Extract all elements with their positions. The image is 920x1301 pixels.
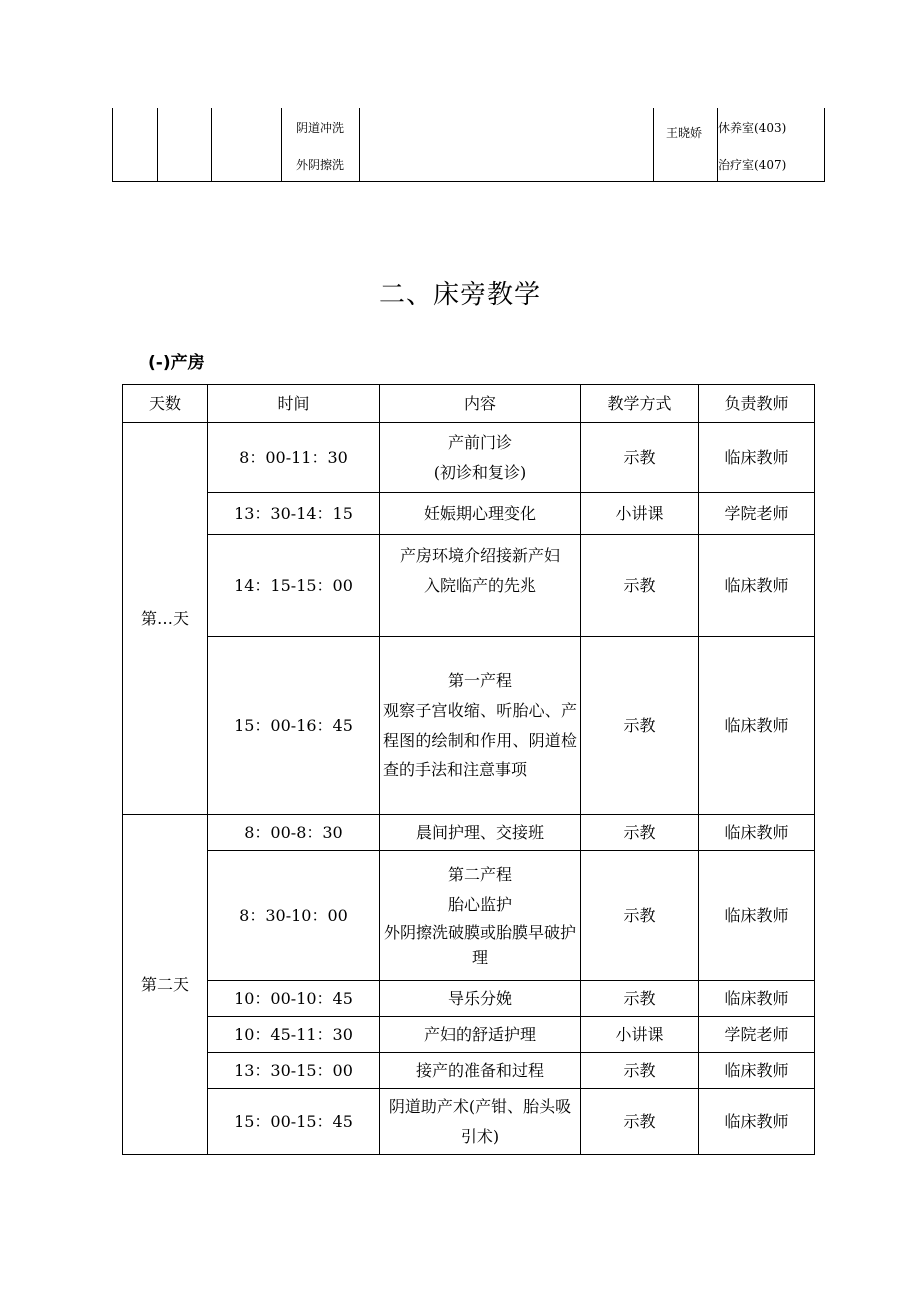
table-row — [123, 535, 815, 637]
content-cell — [380, 851, 581, 981]
teacher-cell: 临床教师 — [699, 981, 815, 1017]
content-cell: 导乐分娩 — [380, 981, 581, 1017]
content-cell: 妊娠期心理变化 — [380, 493, 581, 535]
method-cell: 示教 — [581, 535, 699, 637]
teacher-cell: 临床教师 — [699, 1053, 815, 1089]
time-cell: 8：30-10：00 — [208, 851, 380, 981]
teacher-cell: 临床教师 — [699, 423, 815, 493]
time-cell: 8：00-8：30 — [208, 815, 380, 851]
previous-table-fragment — [112, 108, 825, 182]
section-title: 二、床旁教学 — [378, 280, 541, 310]
content-line: 入院临产的先兆 — [423, 575, 536, 595]
subsection-title: (-)产房 — [148, 353, 205, 373]
header-day: 天数 — [123, 385, 208, 423]
teacher-cell: 临床教师 — [699, 815, 815, 851]
header-content: 内容 — [380, 385, 581, 423]
teacher-cell: 学院老师 — [699, 493, 815, 535]
content-line: 第二产程 — [447, 865, 512, 885]
method-cell: 示教 — [581, 637, 699, 815]
content-line: 产前门诊 — [447, 432, 512, 452]
header-method: 教学方式 — [581, 385, 699, 423]
time-cell: 8：00-11：30 — [208, 423, 380, 493]
time-cell: 10：00-10：45 — [208, 981, 380, 1017]
method-cell: 示教 — [581, 1053, 699, 1089]
method-cell: 小讲课 — [581, 1017, 699, 1053]
day-label: 第…天 — [123, 423, 208, 815]
content-line: 产房环境介绍接新产妇 — [399, 546, 560, 565]
table-row — [123, 851, 815, 981]
header-time: 时间 — [208, 385, 380, 423]
content-cell — [380, 423, 581, 493]
time-cell: 15：00-15：45 — [208, 1089, 380, 1155]
method-cell: 示教 — [581, 815, 699, 851]
schedule-table — [122, 384, 815, 1155]
teacher-cell: 学院老师 — [699, 1017, 815, 1053]
content-line: 第一产程 — [447, 671, 512, 691]
content-cell: 晨间护理、交接班 — [380, 815, 581, 851]
fragment-content-line: 阴道冲洗 — [296, 121, 345, 135]
table-divider — [281, 108, 282, 181]
content-cell: 产妇的舒适护理 — [380, 1017, 581, 1053]
fragment-location: 休养室(403) — [718, 121, 787, 135]
content-cell: 接产的准备和过程 — [380, 1053, 581, 1089]
table-divider — [359, 108, 360, 181]
method-cell: 示教 — [581, 1089, 699, 1155]
content-line: 胎心监护 — [447, 894, 512, 914]
table-divider — [653, 108, 654, 181]
fragment-teacher: 王晓娇 — [666, 126, 703, 140]
table-row — [123, 493, 815, 535]
content-cell — [380, 637, 581, 815]
table-divider — [157, 108, 158, 181]
teacher-cell: 临床教师 — [699, 851, 815, 981]
table-row — [123, 815, 815, 851]
time-cell: 10：45-11：30 — [208, 1017, 380, 1053]
time-cell: 15：00-16：45 — [208, 637, 380, 815]
time-cell: 13：30-14：15 — [208, 493, 380, 535]
fragment-content-line: 外阴擦洗 — [296, 158, 345, 172]
content-line: 外阴擦洗破膜或胎膜早破护理 — [383, 922, 576, 968]
teacher-cell: 临床教师 — [699, 535, 815, 637]
time-cell: 13：30-15：00 — [208, 1053, 380, 1089]
table-row — [123, 1053, 815, 1089]
time-cell: 14：15-15：00 — [208, 535, 380, 637]
table-header-row — [123, 385, 815, 423]
header-teacher: 负责教师 — [699, 385, 815, 423]
fragment-location: 治疗室(407) — [718, 158, 787, 172]
method-cell: 示教 — [581, 851, 699, 981]
teacher-cell: 临床教师 — [699, 1089, 815, 1155]
method-cell: 小讲课 — [581, 493, 699, 535]
method-cell: 示教 — [581, 423, 699, 493]
content-line: (初诊和复诊) — [433, 462, 527, 482]
table-row — [123, 981, 815, 1017]
teacher-cell: 临床教师 — [699, 637, 815, 815]
table-row — [123, 637, 815, 815]
table-row — [123, 423, 815, 493]
content-cell — [380, 535, 581, 637]
table-row — [123, 1017, 815, 1053]
day-label: 第二天 — [123, 815, 208, 1155]
content-line: 观察子宫收缩、听胎心、产程图的绘制和作用、阴道检查的手法和注意事项 — [383, 700, 577, 780]
method-cell: 示教 — [581, 981, 699, 1017]
table-divider — [211, 108, 212, 181]
content-cell: 阴道助产术(产钳、胎头吸引术) — [380, 1089, 581, 1155]
table-row — [123, 1089, 815, 1155]
